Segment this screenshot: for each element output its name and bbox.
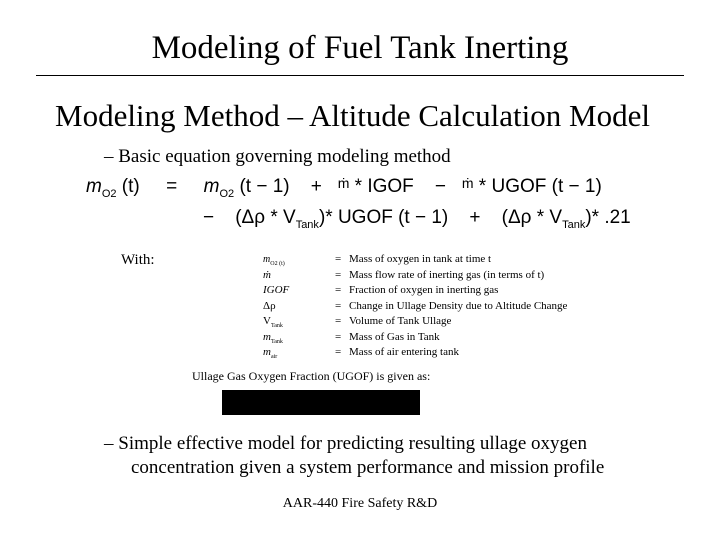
- def-equals: =: [335, 346, 342, 358]
- symbol-delta-rho: [263, 299, 289, 315]
- page-title: Modeling of Fuel Tank Inerting: [151, 30, 569, 66]
- definition-text: Change in Ullage Density due to Altitude Change: [349, 299, 568, 312]
- eq-ugof-2: * UGOF (t − 1): [325, 207, 449, 228]
- footer-text: AAR-440 Fire Safety R&D: [282, 496, 438, 511]
- symbol-vtank: [263, 314, 289, 330]
- eq-close-021: )* .21: [585, 207, 631, 228]
- definition-text: Volume of Tank Ullage: [349, 315, 452, 327]
- ugof-equation-image: [222, 390, 420, 415]
- eq-tank-sub: Tank: [295, 218, 319, 231]
- eq-equals: =: [166, 176, 178, 197]
- symbol-mtank: [263, 330, 289, 346]
- definition-item: [335, 283, 567, 299]
- symbol-text: m: [263, 254, 271, 265]
- definition-text: Mass flow rate of inerting gas (in terms of t): [349, 268, 545, 281]
- definition-item: [335, 268, 567, 284]
- definition-text: Fraction of oxygen in inerting gas: [349, 284, 499, 296]
- eq-ugof: * UGOF (t − 1): [478, 176, 602, 197]
- definition-item: [335, 252, 567, 268]
- eq-o2-sub: O2: [101, 187, 117, 200]
- symbol-mair: [263, 345, 289, 361]
- mdot-glyph: ṁ: [337, 175, 350, 191]
- eq-tank-sub-2: Tank: [562, 218, 586, 231]
- symbol-text: ṁ: [263, 268, 271, 281]
- equation-line-2: [203, 207, 631, 231]
- symbol-igof: [263, 283, 289, 299]
- symbol-sub: O2 (t): [270, 261, 285, 268]
- definition-item: [335, 330, 567, 346]
- eq-o2-sub-2: O2: [219, 187, 235, 200]
- symbol-list: [263, 252, 289, 361]
- equation-line-1: [86, 176, 602, 200]
- symbol-sub: Tank: [270, 323, 283, 330]
- eq-dp-v: (Δρ * V: [235, 207, 296, 228]
- def-equals: =: [335, 330, 342, 343]
- eq-time: (t): [121, 176, 140, 197]
- definition-item: [335, 314, 567, 330]
- symbol-text: V: [263, 315, 271, 327]
- definition-text: Mass of Gas in Tank: [349, 330, 440, 343]
- eq-mass-symbol-2: m: [203, 176, 220, 197]
- symbol-text: Δρ: [263, 299, 276, 312]
- bullet-basic-equation: – Basic equation governing modeling method: [104, 146, 451, 167]
- def-equals: =: [335, 299, 342, 312]
- definition-item: [335, 345, 567, 361]
- def-equals: =: [335, 284, 342, 296]
- eq-igof: * IGOF: [354, 176, 414, 197]
- eq-plus-2: +: [469, 207, 481, 228]
- ugof-note: Ullage Gas Oxygen Fraction (UGOF) is given as:: [192, 369, 431, 383]
- eq-minus-2: −: [203, 207, 215, 228]
- eq-dp-v-2: (Δρ * V: [501, 207, 563, 228]
- symbol-sub: Tank: [270, 338, 283, 345]
- symbol-sub: air: [270, 354, 278, 361]
- symbol-text: m: [263, 330, 271, 343]
- eq-mass-symbol: m: [86, 176, 102, 197]
- with-label: With:: [121, 252, 155, 268]
- def-equals: =: [335, 268, 342, 281]
- symbol-text: m: [263, 346, 271, 358]
- definition-list: [335, 252, 567, 361]
- def-equals: =: [335, 253, 342, 265]
- bullet-simple-model: [104, 432, 664, 480]
- eq-minus: −: [434, 176, 446, 197]
- definition-item: [335, 299, 567, 315]
- mdot-glyph-2: ṁ: [461, 175, 474, 191]
- definition-text: Mass of air entering tank: [349, 346, 459, 358]
- eq-time-prev: (t − 1): [239, 176, 290, 197]
- symbol-mdot: [263, 268, 289, 284]
- bullet-line: – Simple effective model for predicting resulting ullage oxygen: [104, 433, 587, 454]
- title-divider: [36, 75, 684, 76]
- def-equals: =: [335, 315, 342, 327]
- bullet-line-continued: concentration given a system performance and mission profile: [131, 457, 605, 478]
- eq-close: ): [318, 207, 326, 228]
- eq-plus: +: [310, 176, 322, 197]
- section-heading: Modeling Method – Altitude Calculation Model: [55, 98, 650, 133]
- definition-text: Mass of oxygen in tank at time t: [349, 253, 492, 265]
- symbol-mo2: [263, 252, 289, 268]
- symbol-text: IGOF: [263, 284, 290, 296]
